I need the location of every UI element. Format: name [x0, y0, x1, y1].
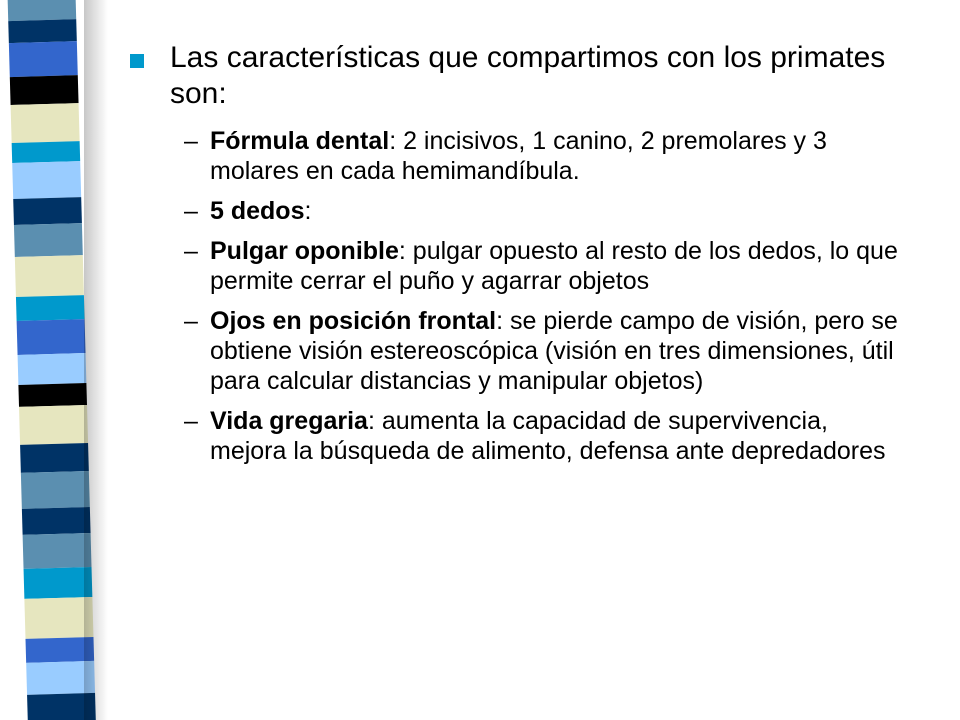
dash-bullet: –	[184, 407, 198, 435]
dash-bullet: –	[184, 127, 198, 155]
stripe-segment	[16, 295, 85, 321]
stripe-segment	[21, 471, 90, 509]
stripe-segment	[20, 443, 89, 473]
stripe-segment	[17, 319, 86, 355]
sub-item-description: : 2 incisivos, 1 canino, 2 premolares y 3 molares en cada hemimandíbula.	[210, 127, 827, 185]
stripe-segment	[10, 75, 79, 105]
stripe-segment	[18, 383, 87, 407]
sub-item-text	[210, 236, 910, 296]
stripe-segment	[22, 507, 91, 535]
dash-bullet: –	[184, 197, 198, 225]
sub-item-term: 5 dedos	[210, 197, 305, 225]
main-bullet-item	[130, 40, 930, 112]
sub-item-description: : se pierde campo de visión, pero se obtiene visión estereoscópica (visión en tres dimensiones, útil para calcular distancias y manipular objetos)	[210, 307, 898, 395]
sub-item-term: Fórmula dental	[210, 127, 390, 155]
sub-item-ojos-frontal	[184, 306, 930, 396]
stripe-segment	[15, 255, 84, 297]
stripe-segment	[11, 103, 80, 143]
sub-item-vida-gregaria	[184, 406, 930, 466]
stripe-segment	[24, 567, 93, 599]
sub-item-text	[210, 406, 910, 466]
sub-item-text	[210, 306, 910, 396]
stripe-shadow	[84, 0, 108, 720]
sub-item-term: Vida gregaria	[210, 407, 368, 435]
sub-item-term: Pulgar oponible	[210, 237, 399, 265]
stripe-segment	[12, 141, 81, 163]
stripe-segment	[13, 197, 82, 225]
sub-item-pulgar-oponible	[184, 236, 930, 296]
sub-bullet-list	[184, 126, 930, 466]
main-bullet-text: Las características que compartimos con los primates son:	[170, 41, 886, 110]
dash-bullet: –	[184, 237, 198, 265]
sub-item-5-dedos	[184, 196, 930, 226]
stripe-segment	[9, 41, 78, 77]
square-bullet-icon	[130, 54, 144, 68]
stripe-segment	[7, 0, 76, 21]
stripe-segment	[8, 19, 77, 43]
sub-item-formula-dental	[184, 126, 930, 186]
decorative-stripe-bar	[0, 0, 108, 720]
stripe-segment	[19, 405, 88, 445]
slide-content	[130, 40, 930, 476]
sub-item-text	[210, 126, 910, 186]
stripe-segment	[18, 353, 87, 385]
dash-bullet: –	[184, 307, 198, 335]
sub-item-description: : pulgar opuesto al resto de los dedos, lo que permite cerrar el puño y agarrar objetos	[210, 237, 898, 295]
sub-item-description: : aumenta la capacidad de supervivencia, mejora la búsqueda de alimento, defensa ante depredadores	[210, 407, 886, 465]
sub-item-text	[210, 196, 910, 226]
sub-item-description: :	[304, 197, 312, 225]
stripe-segment	[12, 161, 81, 199]
stripe-segment	[23, 533, 92, 569]
sub-item-term: Ojos en posición frontal	[210, 307, 497, 335]
stripe-segment	[14, 223, 83, 257]
